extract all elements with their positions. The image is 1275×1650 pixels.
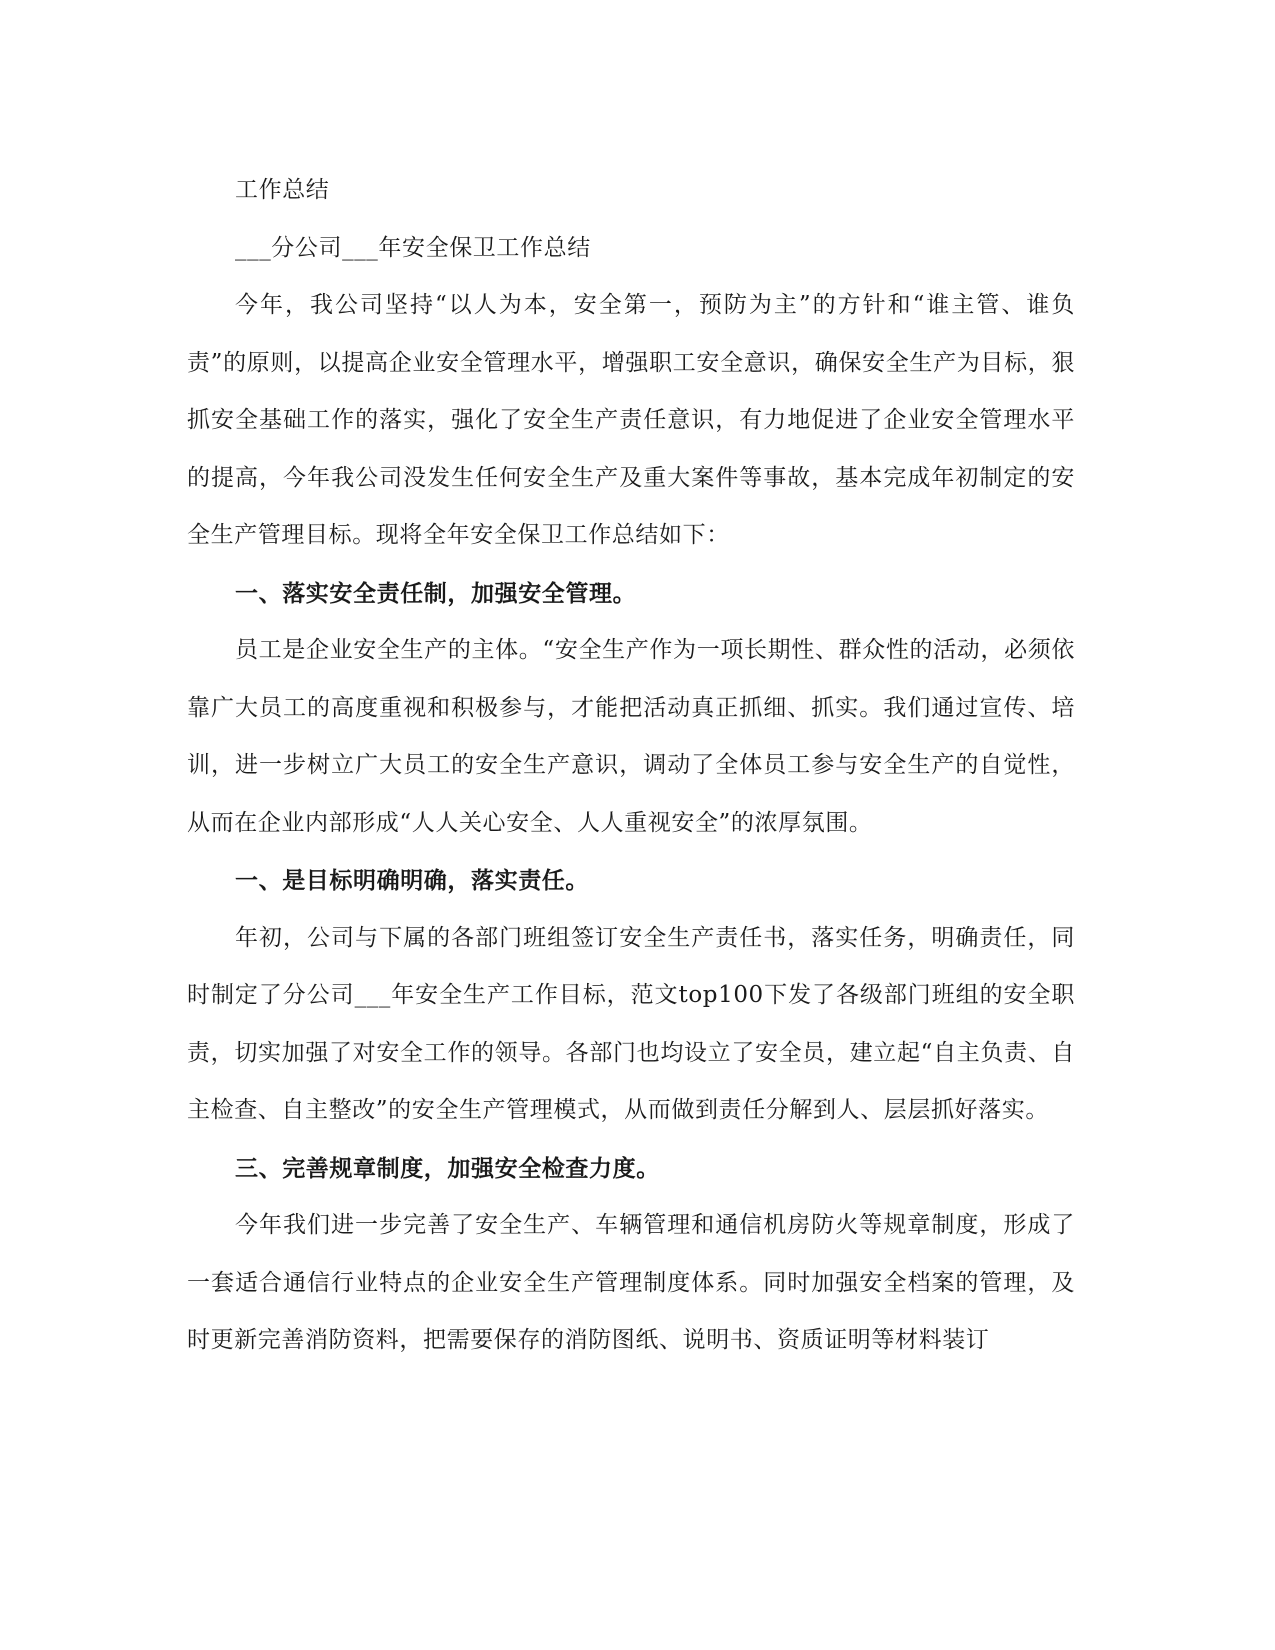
document-body bbox=[187, 162, 1075, 1370]
document-heading: 工作总结 bbox=[235, 177, 330, 203]
document-subtitle: ___分公司___年安全保卫工作总结 bbox=[235, 234, 591, 261]
paragraph-employees: 员工是企业安全生产的主体。“安全生产作为一项长期性、群众性的活动，必须依靠广大员工的高度重视和积极参与，才能把活动真正抓细、抓实。我们通过宣传、培训，进一步树立广大员工的安全生产意识，调动了全体员工参与安全生产的自觉性，从而在企业内部形成“人人关心安全、人人重视安全”的浓厚氛围。 bbox=[187, 637, 1075, 836]
paragraph-responsibility: 年初，公司与下属的各部门班组签订安全生产责任书，落实任务，明确责任，同时制定了分公司___年安全生产工作目标，范文top100下发了各级部门班组的安全职责，切实加强了对安全工作的领导。各部门也均设立了安全员，建立起“自主负责、自主检查、自主整改”的安全生产管理模式，从而做到责任分解到人、层层抓好落实。 bbox=[187, 924, 1075, 1123]
paragraph-intro: 今年，我公司坚持“以人为本，安全第一，预防为主”的方针和“谁主管、谁负责”的原则，以提高企业安全管理水平，增强职工安全意识，确保安全生产为目标，狠抓安全基础工作的落实，强化了安全生产责任意识，有力地促进了企业安全管理水平的提高，今年我公司没发生任何安全生产及重大案件等事故，基本完成年初制定的安全生产管理目标。现将全年安全保卫工作总结如下： bbox=[187, 292, 1075, 548]
section-heading-3: 三、完善规章制度，加强安全检查力度。 bbox=[235, 1154, 660, 1182]
paragraph-regulations: 今年我们进一步完善了安全生产、车辆管理和通信机房防火等规章制度，形成了一套适合通信行业特点的企业安全生产管理制度体系。同时加强安全档案的管理，及时更新完善消防资料，把需要保存的消防图纸、说明书、资质证明等材料装订 bbox=[187, 1212, 1075, 1353]
section-heading-2: 一、是目标明确明确，落实责任。 bbox=[235, 867, 589, 894]
section-heading-1: 一、落实安全责任制，加强安全管理。 bbox=[235, 579, 637, 607]
